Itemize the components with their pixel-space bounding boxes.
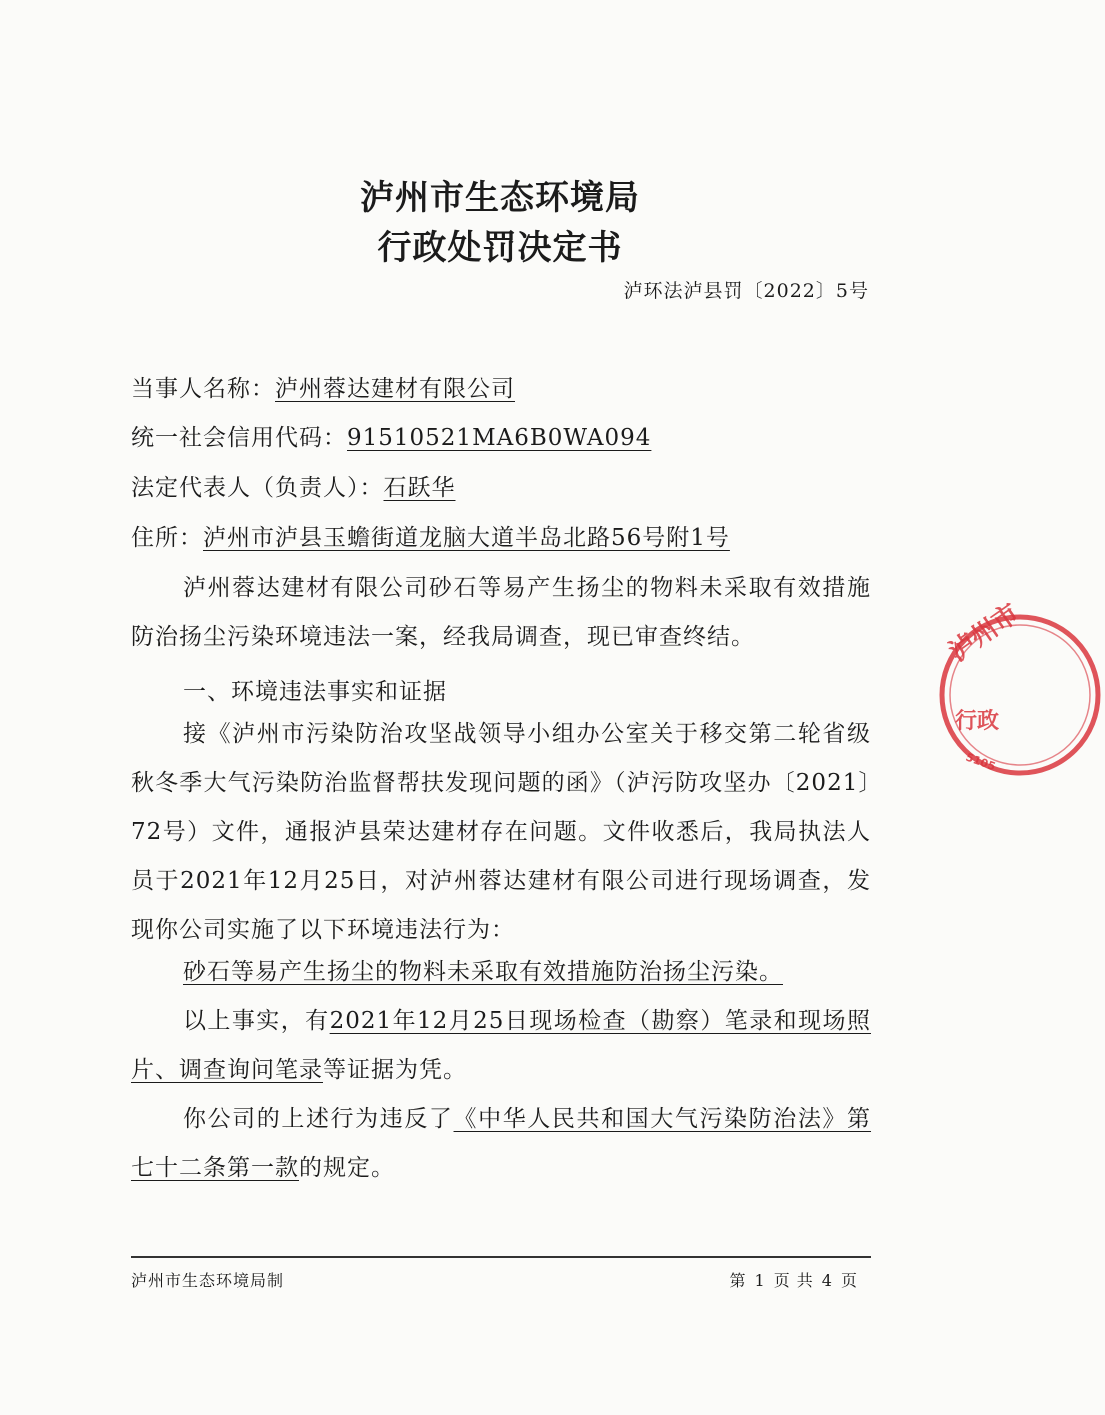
title-line-2: 行政处罚决定书 bbox=[377, 228, 623, 268]
intro-paragraph: 泸州蓉达建材有限公司砂石等易产生扬尘的物料未采取有效措施防治扬尘污染环境违法一案，经我局调查，现已审查终结。 bbox=[131, 575, 871, 650]
law-suffix: 的规定。 bbox=[299, 1155, 395, 1181]
address-value: 泸州市泸县玉蟾街道龙脑大道半岛北路56号附1号 bbox=[203, 525, 730, 551]
legal-rep-row bbox=[131, 469, 456, 502]
facts-paragraph: 接《泸州市污染防治攻坚战领导小组办公室关于移交第二轮省级秋冬季大气污染防治监督帮扶发现问题的函》（泸污防攻坚办〔2021〕72号）文件，通报泸县荣达建材存在问题。文件收悉后，我局执法人员于2021年12月25日，对泸州蓉达建材有限公司进行现场调查，发现你公司实施了以下环境违法行为： bbox=[131, 721, 871, 943]
credit-code-value: 91510521MA6B0WA094 bbox=[347, 425, 652, 451]
party-name-value: 泸州蓉达建材有限公司 bbox=[275, 376, 515, 402]
credit-code-label: 统一社会信用代码： bbox=[131, 425, 347, 451]
evidence-list: 2021年12月25日现场检查（勘察）笔录和现场照片、调查询问笔录 bbox=[131, 1008, 871, 1083]
law-paragraph bbox=[131, 1095, 871, 1193]
footer-divider bbox=[131, 1256, 871, 1258]
legal-rep-label: 法定代表人（负责人）： bbox=[131, 475, 384, 501]
law-citation: 《中华人民共和国大气污染防治法》第七十二条第一款 bbox=[131, 1106, 872, 1181]
violation-paragraph bbox=[131, 948, 871, 997]
page-middle: 页 共 bbox=[773, 1271, 814, 1290]
footer-issuer: 泸州市生态环境局制 bbox=[131, 1271, 285, 1290]
official-seal bbox=[935, 598, 1105, 780]
evidence-suffix: 等证据为凭。 bbox=[323, 1057, 467, 1083]
svg-text:5105: 5105 bbox=[963, 750, 998, 774]
svg-text:行政: 行政 bbox=[955, 709, 1000, 734]
page-current: 1 bbox=[754, 1271, 766, 1290]
party-name-label: 当事人名称： bbox=[131, 376, 275, 402]
law-prefix: 你公司的上述行为违反了 bbox=[183, 1106, 454, 1132]
title-line-1: 泸州市生态环境局 bbox=[360, 178, 640, 218]
page-total: 4 bbox=[821, 1271, 833, 1290]
address-label: 住所： bbox=[131, 525, 203, 551]
violation-text: 砂石等易产生扬尘的物料未采取有效措施防治扬尘污染。 bbox=[183, 959, 783, 985]
page-indicator bbox=[726, 1268, 863, 1291]
document-number: 泸环法泸县罚〔2022〕5号 bbox=[623, 280, 869, 302]
evidence-paragraph bbox=[131, 997, 871, 1095]
evidence-prefix: 以上事实，有 bbox=[183, 1008, 330, 1034]
section-1-heading: 一、环境违法事实和证据 bbox=[183, 679, 447, 705]
page-suffix: 页 bbox=[840, 1271, 858, 1290]
svg-text:泸州市: 泸州市 bbox=[943, 598, 1025, 668]
credit-code-row bbox=[131, 419, 651, 452]
party-name-row bbox=[131, 370, 515, 403]
address-row bbox=[131, 519, 730, 552]
legal-rep-value: 石跃华 bbox=[383, 475, 456, 501]
page-prefix: 第 bbox=[729, 1271, 747, 1290]
